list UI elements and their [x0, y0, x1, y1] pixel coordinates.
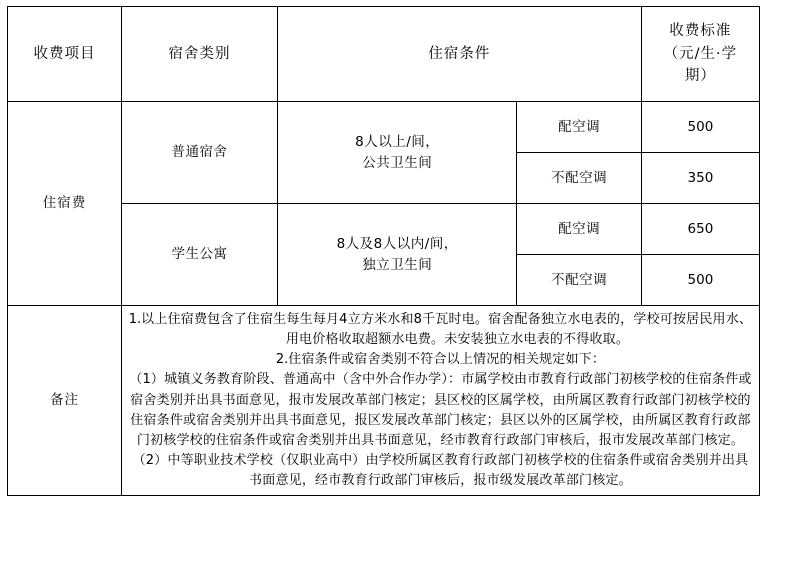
header-standard-line3: 期）: [684, 68, 716, 85]
condition-apartment: [278, 204, 517, 306]
condition-ordinary-line1: 8人以上/间，: [355, 133, 440, 150]
header-standard-line2: （元/生·学: [663, 45, 738, 62]
note-text: 以上住宿费包含了住宿生每生每月4立方米水和8千瓦时电。宿舍配备独立水电表的，学校可按居民用水、用电价格收取超额水电费。未安装独立水电表的不得收取。: [141, 312, 753, 348]
ac-option: 配空调: [517, 204, 641, 255]
accommodation-fee-table: [7, 6, 760, 496]
note-item: [128, 310, 753, 350]
table-header-row: [8, 7, 760, 102]
ac-option: 不配空调: [517, 153, 641, 204]
dorm-type-ordinary: 普通宿舍: [121, 102, 277, 204]
price-value: 500: [641, 102, 759, 153]
header-dorm-type: 宿舍类别: [121, 7, 277, 102]
header-item: 收费项目: [8, 7, 122, 102]
note-item: [128, 451, 753, 491]
condition-ordinary-line2: 公共卫生间: [362, 154, 433, 171]
header-standard: [641, 7, 759, 102]
header-conditions: 住宿条件: [278, 7, 642, 102]
price-value: 500: [641, 255, 759, 306]
dorm-type-apartment: 学生公寓: [121, 204, 277, 306]
ac-option: 不配空调: [517, 255, 641, 306]
row-label-accommodation-fee: 住宿费: [8, 102, 122, 306]
note-item: [128, 370, 753, 451]
note-number: 1.: [128, 312, 142, 327]
note-text: 住宿条件或宿舍类别不符合以上情况的相关规定如下：: [288, 352, 606, 368]
notes-label: 备注: [8, 306, 122, 496]
note-text: （1）城镇义务教育阶段、普通高中（含中外合作办学）：市属学校由市教育行政部门初核学校的住宿条件或宿舍类别并出具书面意见，报市发展改革部门核定；县区校的区属学校，由所属区教育行政部门初核学校的住宿条件或宿舍类别并出具书面意见，报区发展改革部门核定；县区以外的区属学校，由所属区教育行政部门初核学校的住宿条件或宿舍类别并出具书面意见，经市教育行政部门审核后，报市发展改革部门核定。: [129, 372, 752, 448]
price-value: 350: [641, 153, 759, 204]
note-item: [128, 350, 753, 370]
note-number: 2.: [275, 352, 289, 368]
price-value: 650: [641, 204, 759, 255]
condition-apartment-line1: 8人及8人以内/间，: [336, 235, 458, 252]
fee-standard-document: [0, 6, 785, 587]
notes-row: [8, 306, 760, 496]
notes-content: [121, 306, 759, 496]
table-row: [8, 102, 760, 153]
condition-ordinary: [278, 102, 517, 204]
ac-option: 配空调: [517, 102, 641, 153]
condition-apartment-line2: 独立卫生间: [362, 256, 433, 273]
header-standard-line1: 收费标准: [669, 23, 732, 40]
note-text: （2）中等职业技术学校（仅职业高中）由学校所属区教育行政部门初核学校的住宿条件或宿舍类别并出具书面意见，经市教育行政部门审核后，报市级发展改革部门核定。: [132, 452, 749, 489]
